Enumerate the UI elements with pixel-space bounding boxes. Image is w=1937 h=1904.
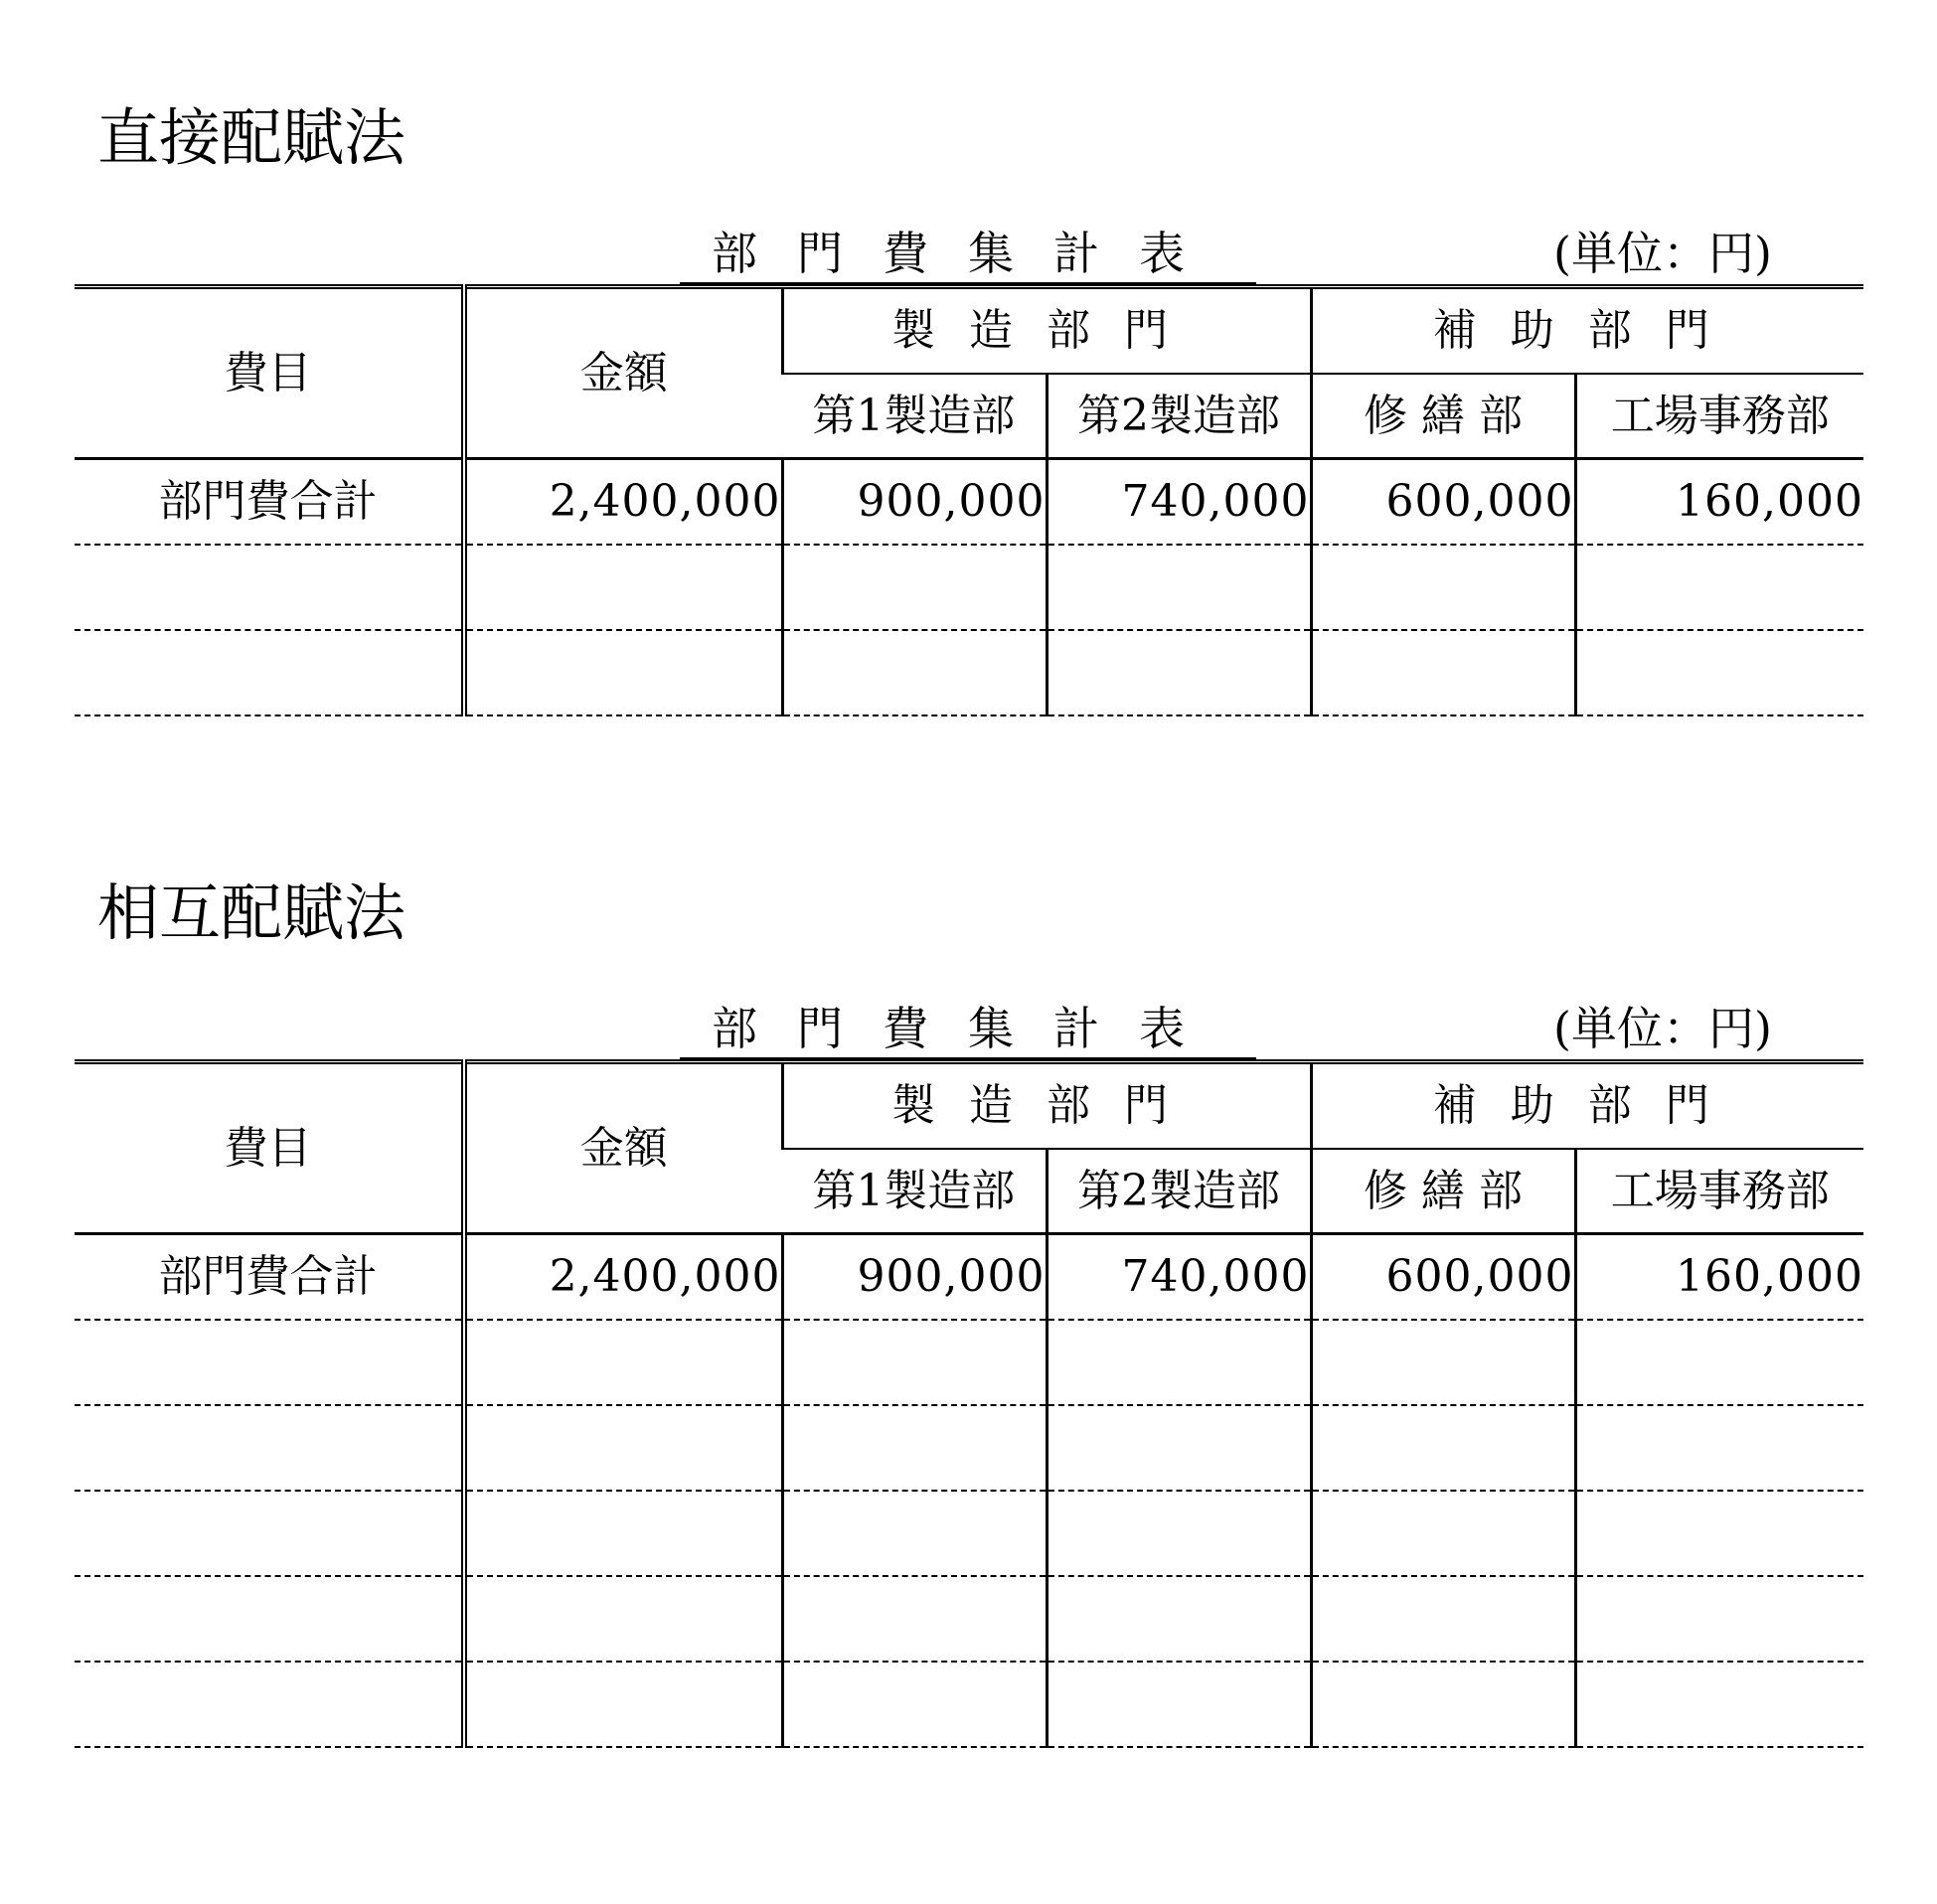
cell-office: 160,000 bbox=[1575, 459, 1863, 546]
blank-row[interactable] bbox=[75, 1320, 1863, 1405]
blank-cell[interactable] bbox=[464, 1405, 782, 1491]
blank-cell[interactable] bbox=[75, 1662, 464, 1747]
blank-cell[interactable] bbox=[1575, 1320, 1863, 1405]
header-row-1 bbox=[75, 287, 1863, 375]
cell-repair: 600,000 bbox=[1311, 1234, 1575, 1321]
blank-cell[interactable] bbox=[1047, 1576, 1311, 1662]
blank-row[interactable] bbox=[75, 1576, 1863, 1662]
header-office: 工場事務部 bbox=[1575, 1149, 1863, 1234]
header-manufacturing: 製造部門 bbox=[782, 1062, 1311, 1150]
cell-office: 160,000 bbox=[1575, 1234, 1863, 1321]
blank-cell[interactable] bbox=[1311, 1491, 1575, 1576]
header-item: 費目 bbox=[75, 287, 464, 459]
blank-cell[interactable] bbox=[1311, 1662, 1575, 1747]
header-item: 費目 bbox=[75, 1062, 464, 1234]
cell-dept1: 900,000 bbox=[782, 1234, 1047, 1321]
header-dept2: 第2製造部 bbox=[1047, 1149, 1311, 1234]
table-title: 部門費集計表 bbox=[680, 1006, 1256, 1060]
blank-row[interactable] bbox=[75, 1405, 1863, 1491]
header-auxiliary: 補助部門 bbox=[1311, 1062, 1863, 1150]
cell-dept1: 900,000 bbox=[782, 459, 1047, 546]
blank-cell[interactable] bbox=[1047, 630, 1311, 715]
header-amount: 金額 bbox=[464, 1062, 782, 1234]
blank-cell[interactable] bbox=[1311, 1320, 1575, 1405]
blank-cell[interactable] bbox=[782, 1405, 1047, 1491]
blank-cell[interactable] bbox=[464, 1576, 782, 1662]
blank-cell[interactable] bbox=[1575, 1405, 1863, 1491]
department-cost-table bbox=[75, 1059, 1863, 1748]
blank-row[interactable] bbox=[75, 1662, 1863, 1747]
blank-cell[interactable] bbox=[464, 545, 782, 630]
blank-cell[interactable] bbox=[1047, 1320, 1311, 1405]
blank-cell[interactable] bbox=[1047, 1662, 1311, 1747]
header-dept1: 第1製造部 bbox=[782, 374, 1047, 459]
blank-cell[interactable] bbox=[1311, 1576, 1575, 1662]
header-row-1 bbox=[75, 1062, 1863, 1150]
unit-label: (単位：円) bbox=[1553, 227, 1772, 280]
cell-amount: 2,400,000 bbox=[464, 459, 782, 546]
header-repair: 修 繕 部 bbox=[1311, 1149, 1575, 1234]
blank-cell[interactable] bbox=[75, 1576, 464, 1662]
header-amount: 金額 bbox=[464, 287, 782, 459]
header-dept1: 第1製造部 bbox=[782, 1149, 1047, 1234]
cell-dept2: 740,000 bbox=[1047, 1234, 1311, 1321]
cell-dept2: 740,000 bbox=[1047, 459, 1311, 546]
blank-cell[interactable] bbox=[782, 1576, 1047, 1662]
blank-row[interactable] bbox=[75, 1491, 1863, 1576]
blank-cell[interactable] bbox=[782, 1320, 1047, 1405]
header-auxiliary: 補助部門 bbox=[1311, 287, 1863, 375]
blank-cell[interactable] bbox=[782, 1662, 1047, 1747]
blank-cell[interactable] bbox=[464, 1662, 782, 1747]
blank-cell[interactable] bbox=[782, 545, 1047, 630]
blank-cell[interactable] bbox=[1575, 1491, 1863, 1576]
blank-cell[interactable] bbox=[464, 630, 782, 715]
blank-cell[interactable] bbox=[1575, 1662, 1863, 1747]
blank-cell[interactable] bbox=[75, 1320, 464, 1405]
blank-cell[interactable] bbox=[1311, 630, 1575, 715]
cell-repair: 600,000 bbox=[1311, 459, 1575, 546]
table-title: 部門費集計表 bbox=[680, 231, 1256, 285]
blank-cell[interactable] bbox=[1575, 630, 1863, 715]
blank-cell[interactable] bbox=[782, 630, 1047, 715]
department-cost-table bbox=[75, 284, 1863, 716]
blank-cell[interactable] bbox=[1311, 1405, 1575, 1491]
blank-cell[interactable] bbox=[75, 545, 464, 630]
cell-amount: 2,400,000 bbox=[464, 1234, 782, 1321]
blank-row[interactable] bbox=[75, 545, 1863, 630]
blank-cell[interactable] bbox=[782, 1491, 1047, 1576]
row-label: 部門費合計 bbox=[75, 1234, 464, 1321]
blank-cell[interactable] bbox=[1047, 1405, 1311, 1491]
header-dept2: 第2製造部 bbox=[1047, 374, 1311, 459]
unit-label: (単位：円) bbox=[1553, 1002, 1772, 1055]
blank-cell[interactable] bbox=[1575, 1576, 1863, 1662]
blank-cell[interactable] bbox=[75, 1491, 464, 1576]
blank-cell[interactable] bbox=[1047, 545, 1311, 630]
table-row bbox=[75, 1234, 1863, 1321]
header-manufacturing: 製造部門 bbox=[782, 287, 1311, 375]
method-title: 直接配賦法 bbox=[97, 101, 406, 174]
method-title: 相互配賦法 bbox=[97, 876, 406, 949]
blank-cell[interactable] bbox=[464, 1491, 782, 1576]
blank-cell[interactable] bbox=[464, 1320, 782, 1405]
blank-cell[interactable] bbox=[75, 630, 464, 715]
row-label: 部門費合計 bbox=[75, 459, 464, 546]
header-office: 工場事務部 bbox=[1575, 374, 1863, 459]
blank-cell[interactable] bbox=[1311, 545, 1575, 630]
table-row bbox=[75, 459, 1863, 546]
header-repair: 修 繕 部 bbox=[1311, 374, 1575, 459]
blank-row[interactable] bbox=[75, 630, 1863, 715]
blank-cell[interactable] bbox=[75, 1405, 464, 1491]
blank-cell[interactable] bbox=[1575, 545, 1863, 630]
blank-cell[interactable] bbox=[1047, 1491, 1311, 1576]
